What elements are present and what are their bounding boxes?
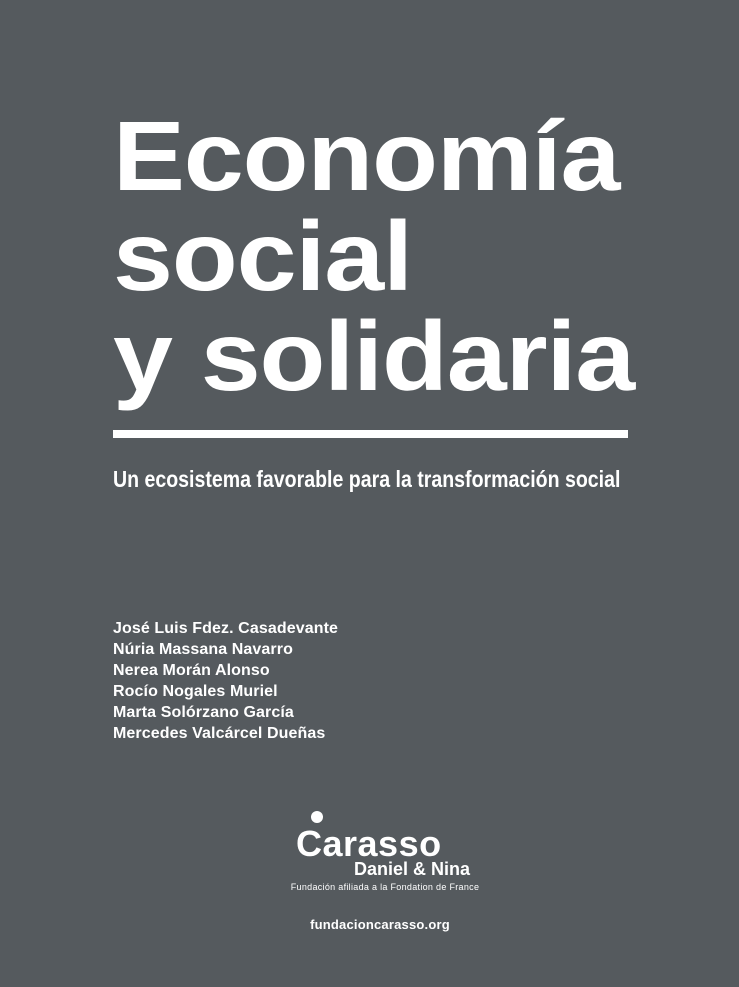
title-divider xyxy=(113,430,628,438)
logo-tagline: Fundación afiliada a la Fondation de France xyxy=(290,882,480,892)
author-name: José Luis Fdez. Casadevante xyxy=(113,620,339,637)
author-name: Núria Massana Navarro xyxy=(113,641,293,658)
author-name: Marta Solórzano García xyxy=(113,704,294,721)
author-name: Nerea Morán Alonso xyxy=(113,662,270,679)
carasso-dot-icon xyxy=(311,811,323,823)
title-line-3: y solidaria xyxy=(113,301,635,411)
author-list xyxy=(113,618,338,744)
logo-wordmark: Carasso xyxy=(296,823,442,864)
footer-url: fundacioncarasso.org xyxy=(310,917,450,932)
logo-names: Daniel & Nina xyxy=(353,859,470,879)
subtitle: Un ecosistema favorable para la transformación social xyxy=(113,466,621,492)
title-line-1: Economía xyxy=(113,101,620,211)
author-name: Mercedes Valcárcel Dueñas xyxy=(113,725,326,742)
author-name: Rocío Nogales Muriel xyxy=(113,683,278,700)
page-title xyxy=(113,101,635,411)
title-line-2: social xyxy=(113,201,413,311)
